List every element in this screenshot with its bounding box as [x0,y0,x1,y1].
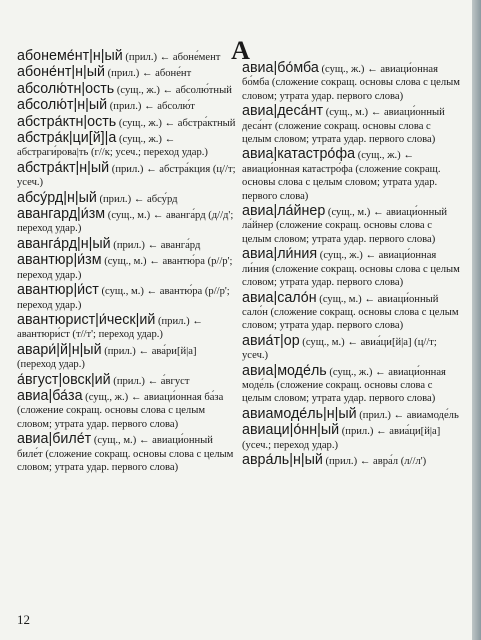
dictionary-entry [17,284,237,312]
entry-headword: авра́ль|н|ый [242,451,323,468]
entry-headword: аванга́рд|н|ый [17,235,111,252]
entry-definition: (прил.) ← абстра́кция (ц//т; усеч.) [17,163,236,189]
dictionary-entry [242,205,462,246]
entry-headword: абсолю́т|н|ый [17,97,108,114]
entry-headword: авиа|моде́ль [242,362,327,379]
dictionary-entry [242,424,462,452]
entry-definition: (прил.) ← авра́л (л//л') [322,455,427,467]
entry-definition: (сущ., ж.) ← абстра́ктный [116,117,236,129]
dictionary-entry [17,371,237,388]
entry-definition: (прил.) ← абоне́нт [104,68,192,80]
page-number: 12 [17,612,30,627]
entry-headword: авиа|ли́ния [242,246,318,263]
dictionary-entry [17,159,237,190]
dictionary-entry [242,105,462,146]
dictionary-entry [17,254,237,282]
entry-definition: (сущ., ж.) ← абстраги́рова|ть (г//к; усеч.; переход удар.) [17,134,208,159]
entry-headword: абсолю́тн|ость [17,80,115,97]
entry-definition: (прил.) ← авиамоде́ль [356,409,459,421]
entry-definition: (сущ., м.) ← авиаци́онный биле́т (сложение сокращ. основы слова с целым словом; утрата удар. первого слова) [17,435,234,473]
entry-headword: авантюрист|и́ческ|ий [17,311,156,328]
section-letter: А [231,36,250,65]
entry-headword: авиа|сало́н [242,289,317,306]
dictionary-entry [17,99,237,113]
entry-definition: (прил.) ← авиа́ци[й|а] (усеч.; переход удар.) [242,426,441,451]
entry-headword: абстра́ктн|ость [17,113,117,130]
entry-headword: авиа|катастро́фа [242,146,356,163]
dictionary-entry [17,208,237,236]
dictionary-entry [242,405,462,422]
entry-headword: авиа|деса́нт [242,103,324,120]
dictionary-entry [17,50,237,64]
entry-headword: абсу́рд|н|ый [17,189,97,206]
entry-definition: (сущ., ж.) ← авиаци́онная катастро́фа (сложение сокращ. основы слова с целым словом; утрата удар. первого слова) [242,150,441,202]
entry-headword: авантюр|и́зм [17,252,102,269]
dictionary-entry [242,362,462,406]
dictionary-entry [17,189,237,206]
dictionary-entry [17,311,237,342]
dictionary-entry [17,113,237,130]
entry-headword: авиамоде́ль|н|ый [242,405,357,422]
dictionary-entry [17,341,237,372]
entry-headword: абстра́к|ци[й]|а [17,130,117,147]
dictionary-entry [242,248,462,289]
right-column [242,62,462,470]
entry-headword: авиа|ла́йнер [242,203,326,220]
entry-definition: (сущ., м.) ← авиаци́онный деса́нт (сложение сокращ. основы слова с целым словом; утрата удар. первого слова) [242,107,445,146]
entry-definition: (сущ., ж.) ← авиаци́онная ли́ния (сложение сокращ. основы слова с целым словом; утрата удар. первого слова) [242,250,460,289]
dictionary-entry [17,132,237,160]
dictionary-entry [242,289,462,333]
entry-definition: (сущ., м.) ← авантю́ра (р//р'; переход удар.) [17,286,230,311]
entry-definition: (прил.) ← абсолю́т [107,101,195,113]
entry-definition: (прил.) ← абсу́рд [96,193,178,205]
entry-definition: (сущ., ж.) ← авиаци́онная ба́за (сложение сокращ. основы слова с целым словом; утрата удар. первого слова) [17,391,224,430]
entry-headword: авиа|биле́т [17,431,92,448]
entry-definition: (прил.) ← ава́ри[й|а] (переход удар.) [17,345,197,371]
entry-headword: абонеме́нт|н|ый [17,48,123,64]
page-edge [472,0,481,640]
entry-headword: абстра́кт|н|ый [17,159,110,176]
entry-definition: (сущ., ж.) ← абсолю́тный [114,84,232,96]
entry-definition: (прил.) ← авантюри́ст (т//т'; переход удар.) [17,315,203,341]
entry-headword: авангард|и́зм [17,206,106,223]
dictionary-entry [17,387,237,431]
left-column [17,50,237,476]
dictionary-entry [242,332,462,363]
entry-headword: авантюр|и́ст [17,282,99,299]
dictionary-entry [242,148,462,203]
entry-definition: (сущ., м.) ← авиаци́онный ла́йнер (сложение сокращ. основы слова с целым словом; утрата удар. первого слова) [242,207,448,245]
dictionary-entry [17,66,237,80]
dictionary-entry [17,80,237,97]
entry-headword: а́вгуст|овск|ий [17,371,111,388]
entry-definition: (сущ., м.) ← аванга́рд (д//д'; переход удар.) [17,210,234,235]
entry-definition: (сущ., ж.) ← авиаци́онная моде́ль (сложение сокращ. основы слова с целым словом; утрата удар. первого слова) [242,366,446,405]
dictionary-entry [17,235,237,252]
entry-headword: авиа́т|ор [242,332,300,349]
entry-definition: (сущ., м.) ← авантю́ра (р//р'; переход удар.) [17,256,233,281]
entry-definition: (прил.) ← абоне́мент [122,52,221,63]
entry-headword: авари́|й|н|ый [17,341,102,358]
entry-definition: (прил.) ← аванга́рд [110,239,201,251]
entry-definition: (прил.) ← а́вгуст [110,375,190,387]
entry-definition: (сущ., ж.) ← авиаци́онная бо́мба (сложение сокращ. основы слова с целым словом; утрата удар. первого слова) [242,64,460,102]
entry-definition: (сущ., м.) ← авиаци́онный сало́н (сложение сокращ. основы слова с целым словом; утрата удар. первого слова) [242,293,459,332]
entry-headword: авиа|ба́за [17,387,83,404]
entry-headword: авиа|бо́мба [242,60,319,76]
entry-headword: авиаци|о́нн|ый [242,422,340,439]
entry-headword: абоне́нт|н|ый [17,64,105,81]
entry-definition: (сущ., м.) ← авиа́ци[й|а] (ц//т; усеч.) [242,336,437,362]
dictionary-entry [242,62,462,103]
dictionary-entry [242,451,462,468]
dictionary-entry [17,433,237,474]
